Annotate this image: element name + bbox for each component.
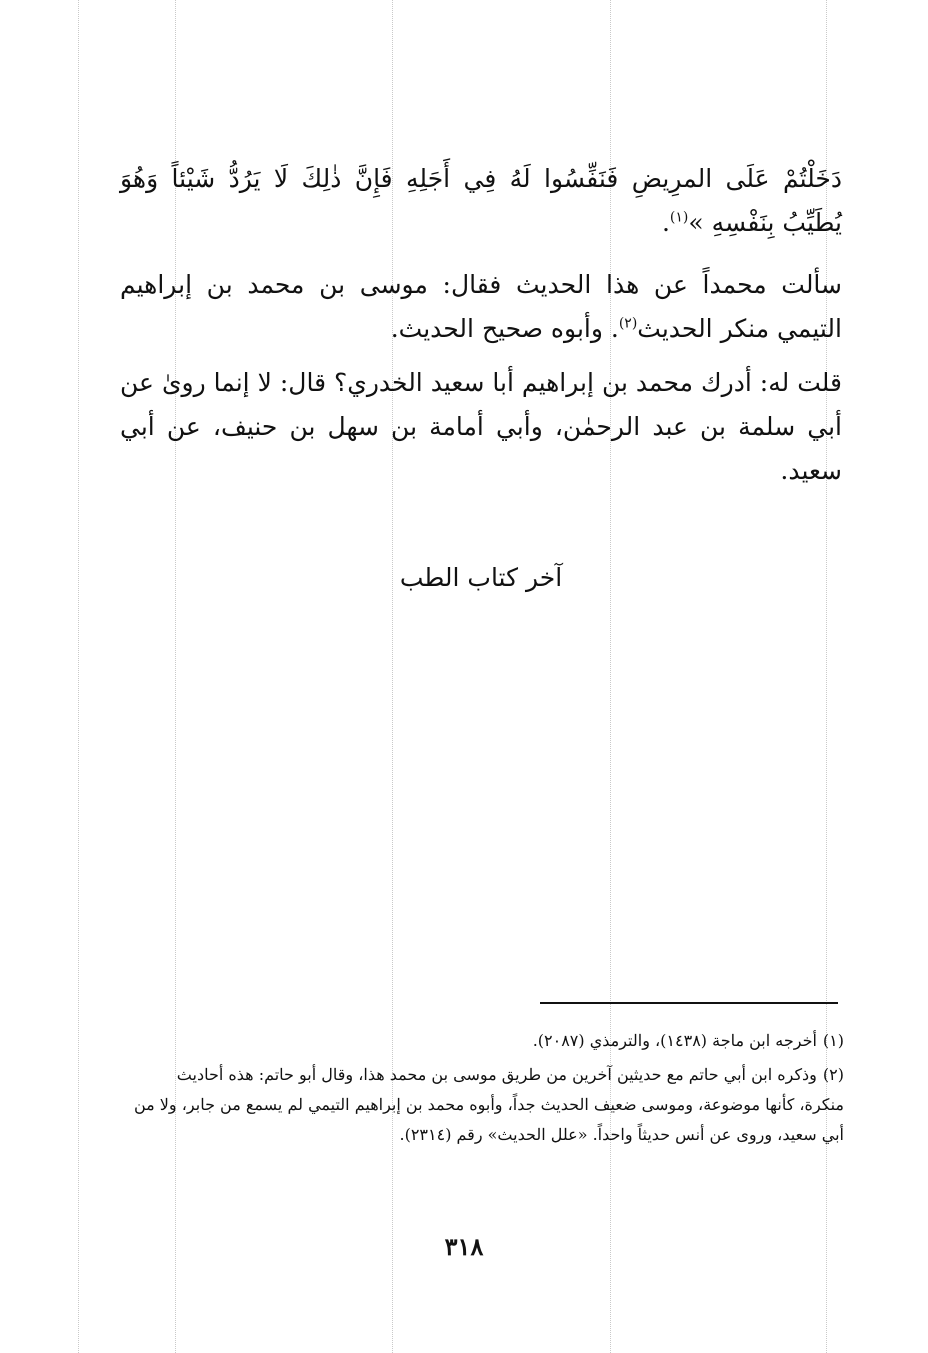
hadith-paragraph xyxy=(120,157,842,245)
footnote-reference: (١) xyxy=(669,209,689,226)
footnote-item xyxy=(128,1026,844,1056)
footnote-number: (٢) xyxy=(822,1065,844,1084)
answer-paragraph xyxy=(120,361,842,493)
footnote-number: (١) xyxy=(822,1031,844,1050)
footnote-separator xyxy=(540,1002,838,1004)
footnotes xyxy=(128,1026,844,1154)
section-end-heading: آخر كتاب الطب xyxy=(399,563,563,592)
footnote-reference: (٢) xyxy=(618,315,638,332)
paragraph-text: سألت محمداً عن هذا الحديث فقال: موسى بن محمد بن إبراهيم التيمي منكر الحديث xyxy=(120,270,842,343)
footnote-item xyxy=(128,1060,844,1150)
question-paragraph xyxy=(120,263,842,351)
footnote-text: وذكره ابن أبي حاتم مع حديثين آخرين من طريق موسى بن محمد هذا، وقال أبو حاتم: هذه أحاديث منكرة، كأنها موضوعة، وموسى ضعيف الحديث جداً، وأبوه محمد بن إبراهيم التيمي لم يسمع من جابر، ولا من أبي سعيد، وروى عن أنس حديثاً واحداً. «علل الحديث» رقم (٢٣١٤). xyxy=(133,1065,844,1144)
paragraph-text-tail: . xyxy=(661,208,670,237)
footnote-text: أخرجه ابن ماجة (١٤٣٨)، والترمذي (٢٠٨٧). xyxy=(532,1031,817,1050)
paragraph-text: قلت له: أدرك محمد بن إبراهيم أبا سعيد الخدري؟ قال: لا إنما روىٰ عن أبي سلمة بن عبد الرحمٰن، وأبي أمامة بن سهل بن حنيف، عن أبي سعيد. xyxy=(120,368,842,485)
paragraph-text-tail: . وأبوه صحيح الحديث. xyxy=(390,314,619,343)
paragraph-text: دَخَلْتُمْ عَلَى المرِيضِ فَنَفِّسُوا لَهُ فِي أَجَلِهِ فَإِنَّ ذٰلِكَ لَا يَرُدُّ شَيْئاً وَهُوَ يُطَيِّبُ بِنَفْسِهِ » xyxy=(120,164,842,237)
page-number: ٣١٨ xyxy=(444,1232,484,1261)
